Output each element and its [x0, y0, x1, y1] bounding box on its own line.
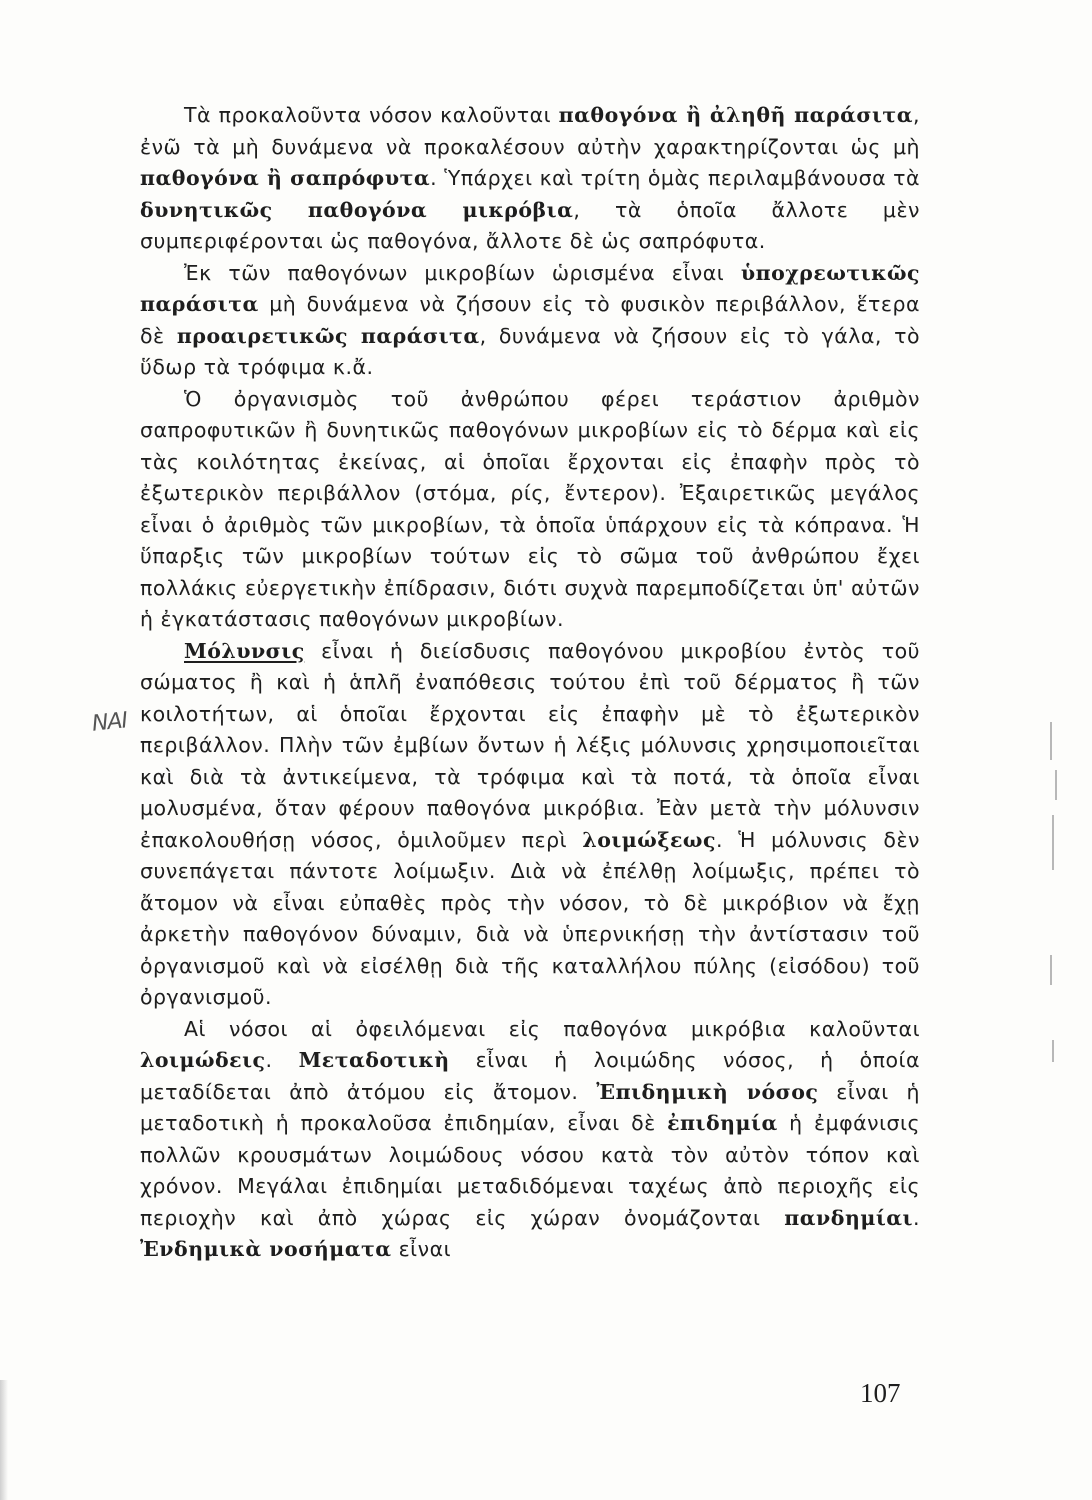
bold-term: Μόλυνσις	[184, 638, 305, 663]
paragraph-3	[140, 384, 920, 636]
bold-term: Ἐπιδημικὴ νόσος	[596, 1079, 819, 1104]
text-run: , ἐνῶ τὰ μὴ δυνάμενα νὰ προκαλέσουν αὐτὴν χαρακτηρίζονται ὡς μὴ	[140, 103, 920, 159]
text-run: ἡ ἐμφάνισις πολλῶν κρουσμάτων λοιμώδους νόσου κατὰ τὸν αὐτὸν τόπον καὶ χρόνον. Μεγάλαι ἐπιδημίαι μεταδιδόμεναι ταχέως ἀπὸ περιοχῆς εἰς περιοχὴν καὶ ἀπὸ χώρας εἰς χώραν ὀνομάζονται	[140, 1111, 920, 1230]
bold-term: δυνητικῶς παθογόνα μικρόβια	[140, 197, 574, 222]
page-body	[140, 100, 920, 1266]
text-run: Τὰ προκαλοῦντα νόσον καλοῦνται	[184, 103, 559, 127]
handwritten-margin-note: ΝΑΙ	[90, 708, 129, 737]
paragraph-1	[140, 100, 920, 258]
text-run: μὴ δυνάμενα νὰ ζήσουν εἰς τὸ φυσικὸν περιβάλλον, ἕτερα δὲ	[140, 292, 920, 348]
text-run: .	[912, 1205, 920, 1230]
bold-term: λοιμώξεως	[582, 827, 716, 852]
scan-mark	[1052, 1040, 1054, 1062]
bold-term: ἐπιδημία	[667, 1111, 778, 1135]
paragraph-2	[140, 258, 920, 384]
paragraph-5-loimodeis	[140, 1014, 920, 1266]
text-run: εἶναι ἡ μεταδοτικὴ ἡ προκαλοῦσα ἐπιδημίαν, εἶναι δὲ	[140, 1079, 920, 1135]
text-run: Αἱ νόσοι αἱ ὀφειλόμεναι εἰς παθογόνα μικρόβια καλοῦνται	[184, 1016, 920, 1041]
paragraph-4-molynsis	[140, 636, 920, 1014]
scan-edge-shadow	[0, 1380, 8, 1500]
bold-term: προαιρετικῶς παράσιτα	[176, 323, 480, 348]
text-run: . Ὑπάρχει καὶ τρίτη ὁμὰς περιλαμβάνουσα τὰ	[430, 166, 920, 190]
scan-mark	[1052, 815, 1054, 870]
scan-mark	[1050, 722, 1052, 760]
text-run: εἶναι	[391, 1237, 452, 1261]
text-run: , δυνάμενα νὰ ζήσουν εἰς τὸ γάλα, τὸ ὕδωρ τὰ τρόφιμα κ.ἄ.	[140, 323, 921, 379]
bold-term: παθογόνα ἢ ἀληθῆ παράσιτα	[558, 103, 913, 127]
scan-mark	[1050, 955, 1052, 985]
scan-mark	[1055, 770, 1057, 800]
text-run: εἶναι ἡ λοιμώδης νόσος, ἡ ὁποία μεταδίδεται ἀπὸ ἀτόμου εἰς ἄτομον.	[140, 1048, 920, 1104]
text-run: , τὰ ὁποῖα ἄλλοτε μὲν συμπεριφέρονται ὡς παθογόνα, ἄλλοτε δὲ ὡς σαπρόφυτα.	[140, 197, 920, 253]
page-number: 107	[860, 1378, 901, 1408]
text-run: εἶναι ἡ διείσδυσις παθογόνου μικροβίου ἐντὸς τοῦ σώματος ἢ καὶ ἡ ἁπλῆ ἐναπόθεσις τούτου ἐπὶ τοῦ δέρματος ἢ τῶν κοιλοτήτων, αἱ ὁποῖαι ἔρχονται εἰς ἐπαφὴν μὲ τὸ ἐξωτερικὸν περιβάλλον. Πλὴν τῶν ἐμβίων ὄντων ἡ λέξις μόλυνσις χρησιμοποιεῖται καὶ διὰ τὰ ἀντικείμενα, τὰ τρόφιμα καὶ τὰ ποτά, τὰ ὁποῖα εἶναι μολυσμένα, ὅταν φέρουν παθογόνα μικρόβια. Ἐὰν μετὰ τὴν μόλυνσιν ἐπακολουθήσῃ νόσος, ὁμιλοῦμεν περὶ	[140, 638, 920, 852]
bold-term: Μεταδοτικὴ	[298, 1048, 450, 1072]
bold-term: Ἐνδημικὰ νοσήματα	[140, 1237, 392, 1261]
bold-term: πανδημίαι	[784, 1205, 913, 1230]
bold-term: ὑποχρεωτικῶς παράσιτα	[140, 260, 920, 316]
text-run: . Ἡ μόλυνσις δὲν συνεπάγεται πάντοτε λοίμωξιν. Διὰ νὰ ἐπέλθῃ λοίμωξις, πρέπει τὸ ἄτομον νὰ εἶναι εὐπαθὲς πρὸς τὴν νόσον, τὸ δὲ μικρόβιον νὰ ἔχῃ ἀρκετὴν παθογόνον δύναμιν, διὰ νὰ ὑπερνικήσῃ τὴν ἀντίστασιν τοῦ ὀργανισμοῦ καὶ νὰ εἰσέλθῃ διὰ τῆς καταλλήλου πύλης (εἰσόδου) τοῦ ὀργανισμοῦ.	[140, 827, 920, 1009]
text-run: Ὁ ὀργανισμὸς τοῦ ἀνθρώπου φέρει τεράστιον ἀριθμὸν σαπροφυτικῶν ἢ δυνητικῶς παθογόνων μικροβίων εἰς τὸ δέρμα καὶ εἰς τὰς κοιλότητας ἐκείνας, αἱ ὁποῖαι ἔρχονται εἰς ἐπαφὴν πρὸς τὸ ἐξωτερικὸν περιβάλλον (στόμα, ρίς, ἔντερον). Ἐξαιρετικῶς μεγάλος εἶναι ὁ ἀριθμὸς τῶν μικροβίων, τὰ ὁποῖα ὑπάρχουν εἰς τὰ κόπρανα. Ἡ ὕπαρξις τῶν μικροβίων τούτων εἰς τὸ σῶμα τοῦ ἀνθρώπου ἔχει πολλάκις εὐεργετικὴν ἐπίδρασιν, διότι συχνὰ παρεμποδίζεται ὑπ' αὐτῶν ἡ ἐγκατάστασις παθογόνων μικροβίων.	[140, 386, 920, 631]
bold-term: λοιμώδεις	[140, 1048, 266, 1072]
bold-term: παθογόνα ἢ σαπρόφυτα	[140, 166, 431, 190]
text-run: .	[265, 1048, 299, 1072]
text-run: Ἐκ τῶν παθογόνων μικροβίων ὡρισμένα εἶναι	[184, 260, 741, 285]
